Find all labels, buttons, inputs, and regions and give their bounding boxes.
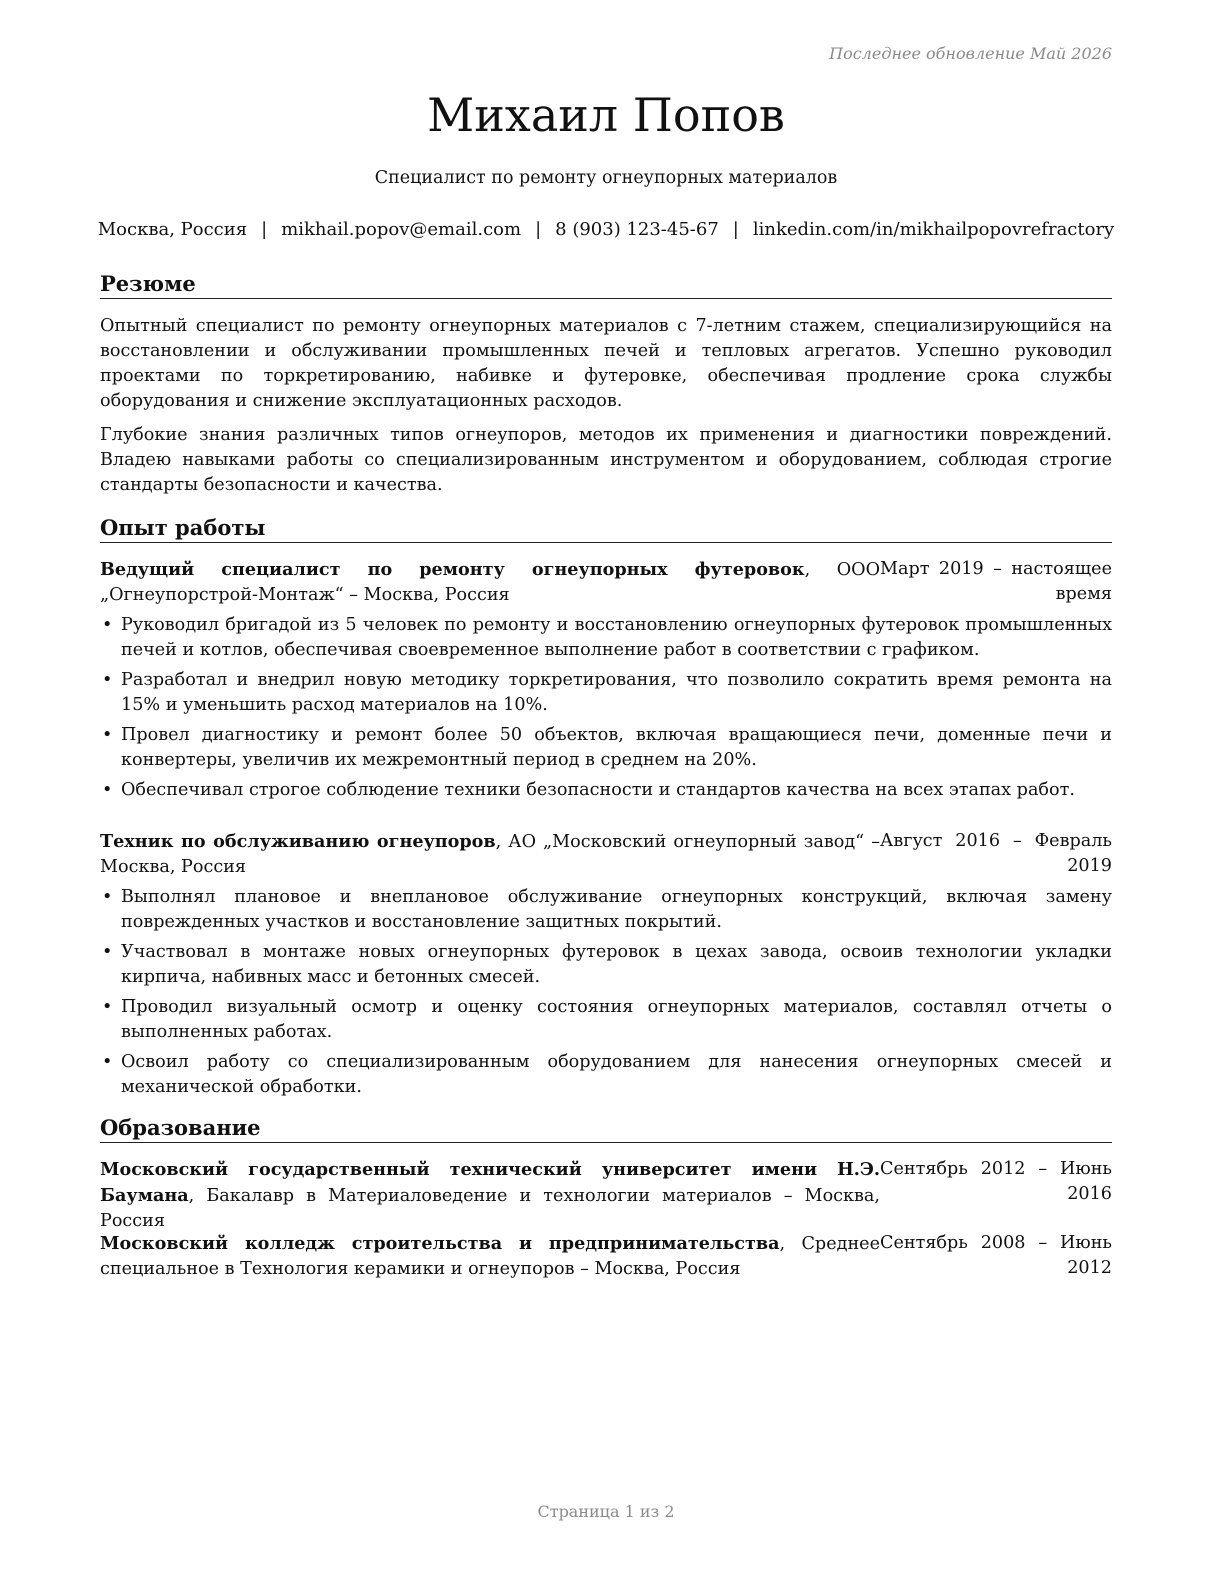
job-bullets	[100, 885, 1112, 1100]
contact-line	[94, 219, 1118, 240]
last-updated-note: Последнее обновление Май 2026	[829, 44, 1112, 63]
education-school: Московский государственный технический университет имени Н.Э. Баумана	[100, 1159, 880, 1206]
contact-location: Москва, Россия	[97, 219, 248, 240]
job-role: Техник по обслуживанию огнеупоров	[100, 831, 496, 852]
job-bullet: • Выполнял плановое и внеплановое обслуживание огнеупорных конструкций, включая замену поврежденных участков и восстановление защитных покрытий.	[100, 885, 1112, 935]
job-entry	[100, 557, 1112, 808]
education-dates: Сентябрь 2012 – Июнь 2016	[880, 1159, 1112, 1204]
resume-page	[97, 0, 1115, 1584]
job-bullet: • Освоил работу со специализированным оборудованием для нанесения огнеупорных смесей и механической обработки.	[100, 1050, 1112, 1100]
section-title-education: Образование	[100, 1114, 1112, 1143]
summary-section	[100, 314, 1112, 498]
education-title-line	[100, 1157, 880, 1234]
summary-paragraph: Опытный специалист по ремонту огнеупорных материалов с 7-летним стажем, специализирующийся на восстановлении и обслуживании промышленных печей и тепловых агрегатов. Успешно руководил проектами по торкретированию, набивке и футеровке, обеспечивая продление срока службы оборудования и снижение эксплуатационных расходов.	[100, 316, 1112, 411]
job-entry	[100, 829, 1112, 1105]
job-title-line	[100, 557, 880, 608]
education-dates: Сентябрь 2008 – Июнь 2012	[880, 1233, 1112, 1278]
education-header	[100, 1157, 1112, 1234]
education-entry	[100, 1157, 1112, 1234]
job-dates: Март 2019 – настоящее время	[880, 559, 1112, 604]
section-title-experience: Опыт работы	[100, 514, 1112, 543]
job-header	[100, 829, 1112, 880]
summary-paragraph: Глубокие знания различных типов огнеупоров, методов их применения и диагностики повреждений. Владею навыками работы со специализированным инструментом и оборудованием, соблюдая строгие стандарты безопасности и качества.	[100, 425, 1112, 495]
contact-separator: |	[261, 219, 268, 240]
section-title-summary: Резюме	[100, 270, 1112, 299]
education-detail: , Среднее специальное в Технология керамики и огнеупоров – Москва, Россия	[100, 1234, 880, 1279]
job-bullet: • Провел диагностику и ремонт более 50 объектов, включая вращающиеся печи, доменные печи и конвертеры, увеличив их межремонтный период в среднем на 20%.	[100, 723, 1112, 773]
candidate-name: Михаил Попов	[427, 88, 785, 142]
contact-phone[interactable]: 8 (903) 123-45-67	[555, 219, 719, 240]
education-detail: , Бакалавр в Материаловедение и технологии материалов – Москва, Россия	[100, 1186, 880, 1231]
contact-linkedin[interactable]: linkedin.com/in/mikhailpopovrefractory	[752, 219, 1115, 240]
education-header	[100, 1231, 1112, 1282]
job-bullet: • Участвовал в монтаже новых огнеупорных футеровок в цехах завода, освоив технологии укладки кирпича, набивных масс и бетонных смесей.	[100, 940, 1112, 990]
job-header	[100, 557, 1112, 608]
contact-separator: |	[732, 219, 739, 240]
page-number: Страница 1 из 2	[537, 1502, 675, 1521]
job-bullets	[100, 613, 1112, 803]
contact-separator: |	[535, 219, 542, 240]
job-bullet: • Проводил визуальный осмотр и оценку состояния огнеупорных материалов, составлял отчеты о выполненных работах.	[100, 995, 1112, 1045]
education-school: Московский колледж строительства и предпринимательства	[100, 1233, 780, 1254]
job-bullet: • Руководил бригадой из 5 человек по ремонту и восстановлению огнеупорных футеровок промышленных печей и котлов, обеспечивая своевременное выполнение работ в соответствии с графиком.	[100, 613, 1112, 663]
job-organization: , АО „Московский огнеупорный завод“ – Москва, Россия	[100, 832, 880, 877]
job-bullet: • Разработал и внедрил новую методику торкретирования, что позволило сократить время ремонта на 15% и уменьшить расход материалов на 10%.	[100, 668, 1112, 718]
education-title-line	[100, 1231, 880, 1282]
candidate-headline: Специалист по ремонту огнеупорных материалов	[374, 168, 838, 188]
job-bullet: • Обеспечивал строгое соблюдение техники безопасности и стандартов качества на всех этапах работ.	[100, 778, 1112, 803]
job-role: Ведущий специалист по ремонту огнеупорных футеровок	[100, 559, 805, 580]
job-dates: Август 2016 – Февраль 2019	[880, 831, 1112, 876]
contact-email[interactable]: mikhail.popov@email.com	[281, 219, 522, 240]
education-entry	[100, 1231, 1112, 1282]
job-organization: , ООО „Огнеупорстрой-Монтаж“ – Москва, Россия	[100, 560, 880, 605]
job-title-line	[100, 829, 880, 880]
